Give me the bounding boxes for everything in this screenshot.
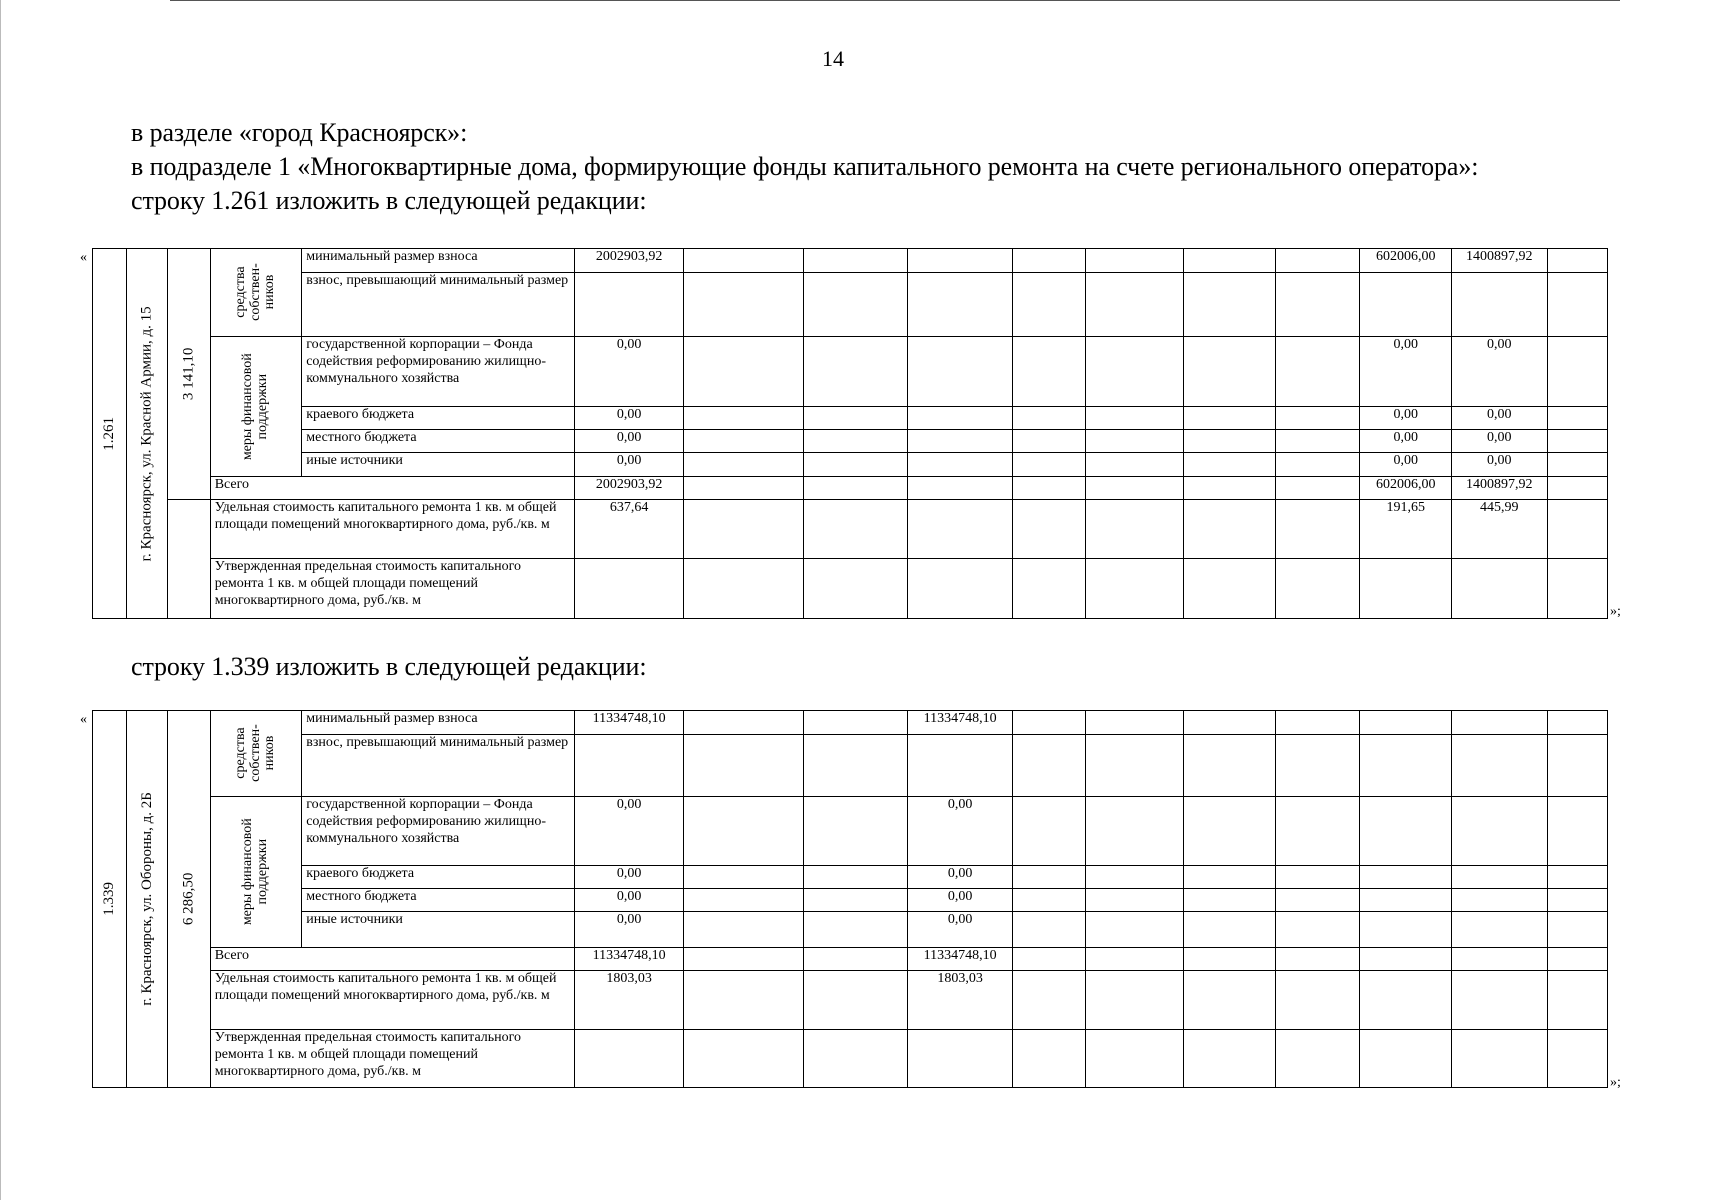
page-edge-line — [0, 0, 1, 1200]
value-cell: 11334748,10 — [907, 711, 1013, 735]
value-cell: 2002903,92 — [574, 249, 684, 273]
value-cell: 0,00 — [574, 453, 684, 477]
value-cell: 2002903,92 — [574, 477, 684, 500]
value-cell: 1400897,92 — [1451, 249, 1547, 273]
value-cell: 191,65 — [1360, 500, 1452, 559]
value-cell: 11334748,10 — [907, 948, 1013, 971]
value-cell: 0,00 — [1451, 453, 1547, 477]
table-row — [93, 735, 1608, 797]
table-row — [93, 1030, 1608, 1088]
quote-close-2: »; — [1610, 1075, 1621, 1090]
row-number-cell — [93, 711, 127, 1088]
value-cell: 0,00 — [907, 912, 1013, 948]
label-over-min: взнос, превышающий минимальный размер — [302, 735, 575, 797]
table-row — [93, 889, 1608, 912]
table-row — [93, 971, 1608, 1030]
label-limit-cost: Утвержденная предельная стоимость капитального ремонта 1 кв. м общей площади помещений многоквартирного дома, руб./кв. м — [210, 1030, 574, 1088]
table-row — [93, 477, 1608, 500]
table-row — [93, 559, 1608, 619]
row-number: 1.339 — [100, 882, 117, 916]
top-rule — [170, 0, 1620, 1]
value-cell: 445,99 — [1451, 500, 1547, 559]
label-unit-cost: Удельная стоимость капитального ремонта 1 кв. м общей площади помещений многоквартирного дома, руб./кв. м — [210, 971, 574, 1030]
value-cell: 0,00 — [574, 337, 684, 407]
value-cell: 0,00 — [1360, 337, 1452, 407]
intro-line-3: строку 1.261 изложить в следующей редакции: — [131, 186, 647, 215]
value-cell: 0,00 — [574, 866, 684, 889]
value-cell: 0,00 — [907, 889, 1013, 912]
second-heading: строку 1.339 изложить в следующей редакции: — [131, 652, 647, 681]
label-other: иные источники — [302, 453, 575, 477]
quote-open-1: « — [80, 250, 87, 265]
area-cell — [168, 711, 210, 1088]
table-row-1339 — [92, 710, 1608, 1088]
group-support-cell — [210, 797, 302, 948]
group-owners-label: средства собствен- ников — [232, 263, 278, 322]
value-cell: 637,64 — [574, 500, 684, 559]
value-cell: 0,00 — [1451, 430, 1547, 453]
table-row — [93, 912, 1608, 948]
group-support-label: меры финансовой поддержки — [240, 353, 270, 460]
table-row — [93, 500, 1608, 559]
value-cell: 0,00 — [574, 797, 684, 866]
table-row — [93, 407, 1608, 430]
label-regional: краевого бюджета — [302, 407, 575, 430]
page-number: 14 — [822, 46, 844, 71]
quote-close-1: »; — [1610, 604, 1621, 619]
value-cell: 0,00 — [907, 866, 1013, 889]
label-local: местного бюджета — [302, 889, 575, 912]
area: 6 286,50 — [180, 872, 197, 926]
group-support-label: меры финансовой поддержки — [240, 818, 270, 926]
address: г. Красноярск, ул. Красной Армии, д. 15 — [138, 305, 155, 562]
intro-line-2: в подразделе 1 «Многоквартирные дома, формирующие фонды капитального ремонта на счете регионального оператора»: — [131, 152, 1479, 181]
area: 3 141,10 — [180, 347, 197, 401]
value-cell: 0,00 — [574, 407, 684, 430]
value-cell: 0,00 — [574, 912, 684, 948]
group-support-cell — [210, 337, 302, 477]
table-row — [93, 711, 1608, 735]
label-min-fee: минимальный размер взноса — [302, 249, 575, 273]
intro-line-1: в разделе «город Красноярск»: — [131, 118, 468, 147]
group-owners-label: средства собствен- ников — [232, 724, 278, 783]
label-limit-cost: Утвержденная предельная стоимость капитального ремонта 1 кв. м общей площади помещений многоквартирного дома, руб./кв. м — [210, 559, 574, 619]
table-row — [93, 337, 1608, 407]
label-local: местного бюджета — [302, 430, 575, 453]
quote-open-2: « — [80, 712, 87, 727]
label-other: иные источники — [302, 912, 575, 948]
value-cell: 0,00 — [1360, 407, 1452, 430]
label-state-corp: государственной корпорации – Фонда содействия реформированию жилищно-коммунального хозяйства — [302, 797, 575, 866]
address-cell — [127, 711, 168, 1088]
table-row — [93, 948, 1608, 971]
label-total: Всего — [210, 477, 574, 500]
value-cell: 0,00 — [1360, 453, 1452, 477]
table-row — [93, 430, 1608, 453]
value-cell: 602006,00 — [1360, 249, 1452, 273]
value-cell: 602006,00 — [1360, 477, 1452, 500]
label-unit-cost: Удельная стоимость капитального ремонта 1 кв. м общей площади помещений многоквартирного дома, руб./кв. м — [210, 500, 574, 559]
label-state-corp: государственной корпорации – Фонда содействия реформированию жилищно-коммунального хозяйства — [302, 337, 575, 407]
label-min-fee: минимальный размер взноса — [302, 711, 575, 735]
label-over-min: взнос, превышающий минимальный размер — [302, 273, 575, 337]
table-row-1261 — [92, 248, 1608, 619]
value-cell: 0,00 — [1451, 337, 1547, 407]
row-number: 1.261 — [100, 416, 117, 451]
address-cell — [127, 249, 168, 619]
value-cell: 1803,03 — [574, 971, 684, 1030]
value-cell: 1803,03 — [907, 971, 1013, 1030]
value-cell: 0,00 — [574, 889, 684, 912]
table-row — [93, 273, 1608, 337]
table-row — [93, 249, 1608, 273]
table-row — [93, 453, 1608, 477]
group-owners-cell — [210, 249, 302, 337]
value-cell: 0,00 — [1451, 407, 1547, 430]
label-total: Всего — [210, 948, 574, 971]
value-cell: 11334748,10 — [574, 711, 684, 735]
value-cell: 1400897,92 — [1451, 477, 1547, 500]
value-cell: 0,00 — [907, 797, 1013, 866]
table-row — [93, 797, 1608, 866]
group-owners-cell — [210, 711, 302, 797]
empty-cell — [168, 500, 210, 619]
value-cell: 0,00 — [574, 430, 684, 453]
area-cell — [168, 249, 210, 500]
value-cell: 11334748,10 — [574, 948, 684, 971]
label-regional: краевого бюджета — [302, 866, 575, 889]
row-number-cell — [93, 249, 127, 619]
value-cell: 0,00 — [1360, 430, 1452, 453]
table-row — [93, 866, 1608, 889]
address: г. Красноярск, ул. Обороны, д. 2Б — [138, 792, 155, 1006]
